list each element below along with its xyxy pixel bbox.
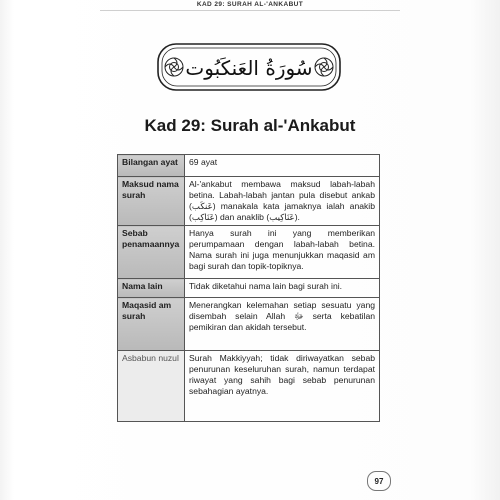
row-value: Al-'ankabut membawa maksud labah-labah betina. Labah-labah jantan pula disebut ankab (عَنكَب) manakala kata jamaknya ialah anakib (عَنَاكِب) dan anaklib (عَنَاكِيب). xyxy=(185,177,380,226)
row-label: Maksud nama surah xyxy=(118,177,185,226)
row-label: Sebab penamaannya xyxy=(118,226,185,279)
row-value: Surah Makkiyyah; tidak diriwayatkan sebab penurunan keseluruhan surah, namun terdapat riwayat yang sahih bagi sebab penurunan sebahagian ayatnya. xyxy=(185,351,380,422)
surah-title-banner xyxy=(150,36,348,98)
page-number: 97 xyxy=(367,471,391,491)
surah-info-table xyxy=(117,154,380,422)
table-row xyxy=(118,351,380,422)
table-row xyxy=(118,155,380,177)
row-value: Tidak diketahui nama lain bagi surah ini. xyxy=(185,279,380,298)
row-value: Menerangkan kelemahan setiap sesuatu yang disembah selain Allah ﷻ serta kebatilan pemikiran dan akidah tersebut. xyxy=(185,298,380,351)
running-head: KAD 29: SURAH AL-'ANKABUT xyxy=(100,0,400,11)
left-ornament-icon xyxy=(165,58,183,76)
row-label: Nama lain xyxy=(118,279,185,298)
row-label: Asbabun nuzul xyxy=(118,351,185,422)
row-label: Maqasid am surah xyxy=(118,298,185,351)
table-row xyxy=(118,177,380,226)
row-value: Hanya surah ini yang memberikan perumpamaan dengan labah-labah betina. Nama surah ini juga menunjukkan maqasid am bagi surah dan topik-topiknya. xyxy=(185,226,380,279)
table-row xyxy=(118,298,380,351)
right-ornament-icon xyxy=(315,58,333,76)
table-row xyxy=(118,226,380,279)
row-value: 69 ayat xyxy=(185,155,380,177)
surah-arabic-title: سُورَةُ العَنكَبُوت xyxy=(185,56,313,80)
table-row xyxy=(118,279,380,298)
row-label: Bilangan ayat xyxy=(118,155,185,177)
card-title: Kad 29: Surah al-'Ankabut xyxy=(144,116,356,135)
